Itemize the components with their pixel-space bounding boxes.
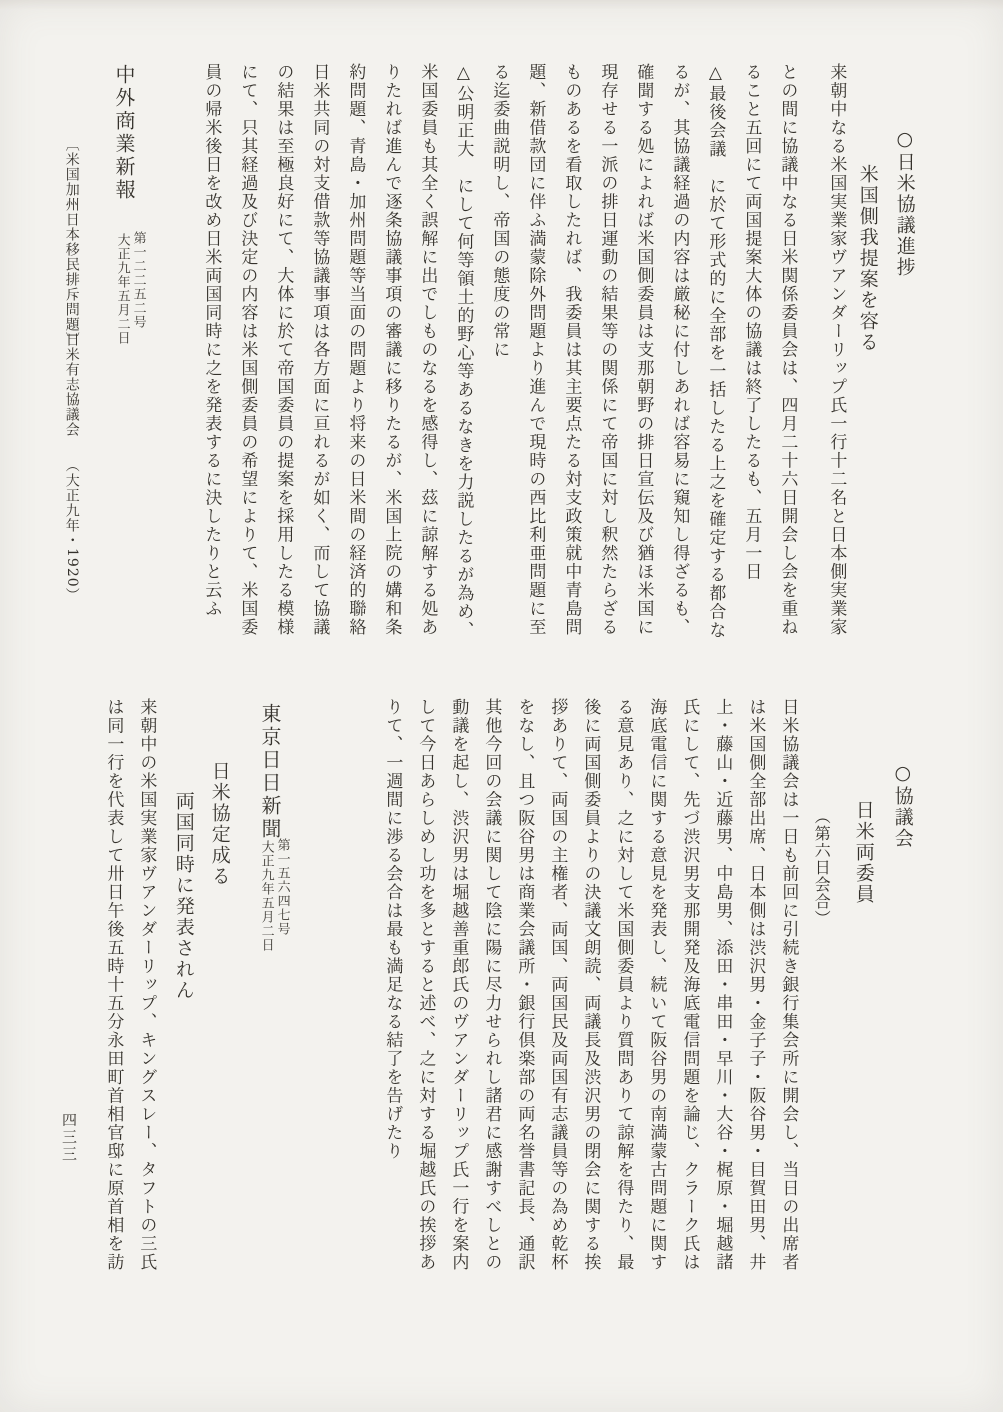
page-number: 四三三 bbox=[60, 1112, 78, 1163]
body-column: は米国側全部出席、日本側は渋沢男・金子子・阪谷男・目賀田男、井 bbox=[745, 698, 766, 1272]
body-column: △公明正大 にして何等領土的野心等あるなきを力説したるが為め、 bbox=[453, 63, 474, 640]
body-column: る迄委曲説明し、帝国の態度の常に bbox=[489, 63, 510, 359]
source-issue: 第一二二五二号 bbox=[130, 231, 146, 329]
body-column: は同一行を代表して卅日午後五時十五分永田町首相官邸に原首相を訪 bbox=[103, 698, 124, 1272]
source-date: 大正九年五月二日 bbox=[114, 233, 130, 345]
body-column: 後に両国側委員よりの決議文朗読、両議長及渋沢男の閉会に関する挨 bbox=[580, 698, 601, 1272]
body-column: をなし、且つ阪谷男は商業会議所・銀行倶楽部の両名誉書記長、通訳 bbox=[514, 698, 535, 1272]
bottom-article-header: ○協議会 bbox=[891, 762, 914, 849]
top-article-subheader: 米国側我提案を容る bbox=[856, 164, 879, 353]
body-column: の結果は至極良好にて、大体に於て帝国委員の提案を採用したる模様 bbox=[273, 63, 294, 637]
sidenote-year: （大正九年・1920） bbox=[63, 458, 80, 603]
body-column: りたれば進んで逐条協議事項の審議に移りたるが、米国上院の媾和条 bbox=[381, 63, 402, 637]
sidenote-topic: 〔米国加州日本移民排斥問題〕 bbox=[63, 137, 80, 347]
source-publication: 東京日日新聞 bbox=[258, 703, 282, 841]
body-column: 日米協議会は一日も前回に引続き銀行集会所に開会し、当日の出席者 bbox=[778, 698, 799, 1272]
body-column: 海底電信に関する意見を発表し、続いて阪谷男の南満蒙古問題に関す bbox=[646, 698, 667, 1272]
body-column: 確聞する処によれば米国側委員は支那朝野の排日宣伝及び猶ほ米国に bbox=[633, 63, 654, 637]
sidenote-organization: 日米有志協議会 bbox=[63, 332, 80, 437]
next-article-subheadline: 両国同時に発表されん bbox=[172, 791, 195, 1001]
body-column: △最後会議 に於て形式的に全部を一括したる上之を確定する都合な bbox=[705, 63, 726, 640]
body-column: りて、一週間に渉る会合は最も満足なる結了を告げたり bbox=[382, 698, 403, 1161]
body-column: 現存せる一派の排日運動の結果等の関係にて帝国に対し釈然たらざる bbox=[597, 63, 618, 637]
body-column: るが、其協議経過の内容は厳秘に付しあれば容易に窺知し得ざるも、 bbox=[669, 63, 690, 637]
body-column: して今日あらしめし功を多とすると述べ、之に対する堀越氏の挨拶あ bbox=[415, 698, 436, 1272]
source-publication: 中外商業新報 bbox=[112, 64, 136, 202]
body-column: 約問題、青島・加州問題等当面の問題より将来の日米間の経済的聯絡 bbox=[345, 63, 366, 637]
session-label: （第六日会合） bbox=[812, 808, 832, 927]
body-column: 来朝中なる米国実業家ヴアンダーリップ氏一行十二名と日本側実業家 bbox=[826, 63, 847, 637]
body-column: 来朝中の米国実業家ヴアンダーリップ、キングスレー、タフトの三氏 bbox=[136, 698, 157, 1272]
body-column: 氏にして、先づ渋沢男支那開発及海底電信問題を論じ、クラーク氏は bbox=[679, 698, 700, 1272]
top-article-header: ○日米協議進捗 bbox=[893, 128, 916, 278]
body-column: 日米共同の対支借款等協議事項は各方面に亘れるが如く、而して協議 bbox=[309, 63, 330, 637]
body-column: 動議を起し、渋沢男は堀越善重郎氏のヴアンダーリップ氏一行を案内 bbox=[448, 698, 469, 1272]
bottom-article-subheader: 日米両委員 bbox=[852, 800, 875, 905]
body-column: 拶ありて、両国の主権者、両国、両国民及両国有志議員等の為め乾杯 bbox=[547, 698, 568, 1272]
body-column: ものあるを看取したれば、我委員は其主要点たる対支政策就中青島問 bbox=[561, 63, 582, 637]
source-issue: 第一五六四七号 bbox=[274, 838, 290, 936]
body-column: 其他今回の会議に関して陰に陽に尽力せられし諸君に感謝すべしとの bbox=[481, 698, 502, 1272]
body-column: 員の帰米後日を改め日米両国同時に之を発表するに決したりと云ふ bbox=[201, 63, 222, 618]
body-column: との間に協議中なる日米関係委員会は、四月二十六日開会し会を重ね bbox=[777, 63, 798, 637]
next-article-headline: 日米協定成る bbox=[208, 761, 231, 887]
body-column: 題、新借款団に伴ふ満蒙除外問題より進んで現時の西比利亜問題に至 bbox=[525, 63, 546, 637]
body-column: 上・藤山・近藤男、中島男、添田・串田・早川・大谷・梶原・堀越諸 bbox=[712, 698, 733, 1272]
body-column: ること五回にて両国提案大体の協議は終了したるも、五月一日 bbox=[741, 63, 762, 581]
source-date: 大正九年五月二日 bbox=[258, 840, 274, 952]
body-column: 米国委員も其全く誤解に出でしものなるを感得し、茲に諒解する処あ bbox=[417, 63, 438, 637]
body-column: にて、只其経過及び決定の内容は米国側委員の希望によりて、米国委 bbox=[237, 63, 258, 637]
body-column: る意見あり、之に対して米国側委員より質問ありて諒解を得たり、最 bbox=[613, 698, 634, 1272]
